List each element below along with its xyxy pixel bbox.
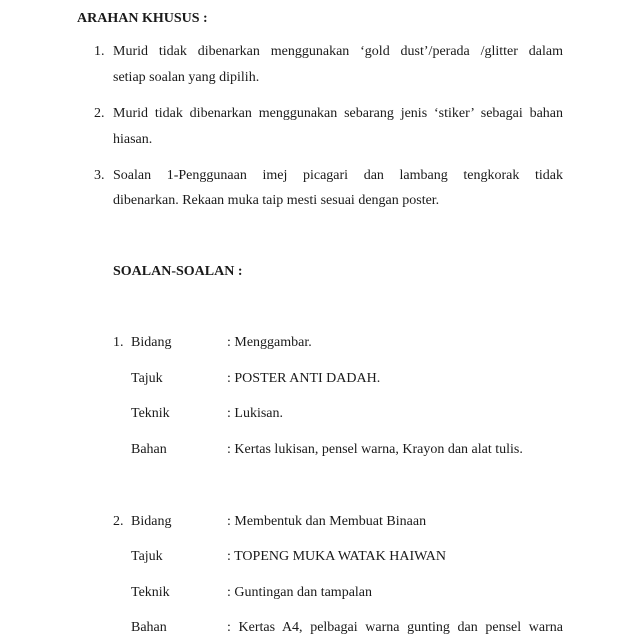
field-value: : Kertas lukisan, pensel warna, Krayon dan alat tulis. xyxy=(227,442,523,457)
question-number: 1. xyxy=(113,335,124,350)
field-label: Tajuk xyxy=(131,549,163,564)
field-label: Bidang xyxy=(131,514,172,529)
field-label: Bahan xyxy=(131,442,167,457)
field-label: Teknik xyxy=(131,406,170,421)
field-value: : Kertas A4, pelbagai warna gunting dan pensel warna xyxy=(227,620,563,635)
field-value: : Lukisan. xyxy=(227,406,283,421)
section-heading-arahan: ARAHAN KHUSUS : xyxy=(77,11,208,26)
field-label: Teknik xyxy=(131,585,170,600)
item-text-line: Murid tidak dibenarkan menggunakan sebarang jenis ‘stiker’ sebagai bahan xyxy=(113,106,563,121)
field-label: Bahan xyxy=(131,620,167,635)
item-text-line: setiap soalan yang dipilih. xyxy=(113,70,260,85)
field-value: : Membentuk dan Membuat Binaan xyxy=(227,514,427,529)
field-value: : TOPENG MUKA WATAK HAIWAN xyxy=(227,549,446,564)
item-number: 3. xyxy=(94,168,105,183)
item-number: 1. xyxy=(94,44,105,59)
field-value: : POSTER ANTI DADAH. xyxy=(227,371,381,386)
field-value: : Menggambar. xyxy=(227,335,312,350)
item-text-line: Murid tidak dibenarkan menggunakan ‘gold dust’/perada /glitter dalam xyxy=(113,44,563,59)
item-text-line: dibenarkan. Rekaan muka taip mesti sesuai dengan poster. xyxy=(113,193,440,208)
section-heading-soalan: SOALAN-SOALAN : xyxy=(113,264,243,279)
question-number: 2. xyxy=(113,514,124,529)
field-label: Bidang xyxy=(131,335,172,350)
field-value: : Guntingan dan tampalan xyxy=(227,585,373,600)
item-text-line: Soalan 1-Penggunaan imej picagari dan lambang tengkorak tidak xyxy=(113,168,563,183)
field-label: Tajuk xyxy=(131,371,163,386)
item-number: 2. xyxy=(94,106,105,121)
item-text-line: hiasan. xyxy=(113,132,153,147)
